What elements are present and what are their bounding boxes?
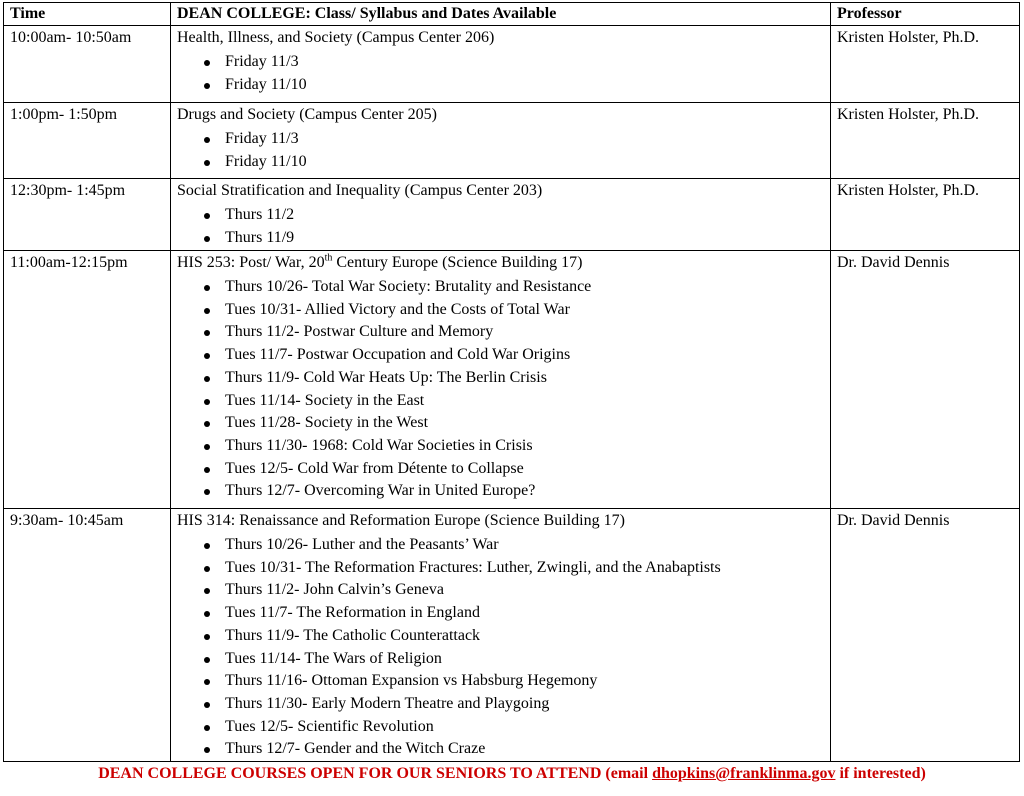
date-list — [177, 204, 824, 249]
date-item: Tues 11/28- Society in the West — [201, 412, 824, 435]
table-row — [4, 251, 1020, 509]
date-item: Tues 11/14- The Wars of Religion — [201, 648, 824, 671]
course-title: HIS 314: Renaissance and Reformation Europe (Science Building 17) — [177, 512, 625, 529]
date-item: Thurs 11/2- Postwar Culture and Memory — [201, 321, 824, 344]
header-class: DEAN COLLEGE: Class/ Syllabus and Dates Available — [171, 3, 831, 26]
date-item: Tues 11/7- Postwar Occupation and Cold War Origins — [201, 344, 824, 367]
date-item: Thurs 11/9- Cold War Heats Up: The Berlin Crisis — [201, 367, 824, 390]
course-title-part: HIS 253: Post/ War, 20 — [177, 254, 325, 271]
professor-cell: Dr. David Dennis — [831, 251, 1020, 509]
table-row — [4, 509, 1020, 762]
footer-notice — [0, 765, 1024, 783]
professor-cell: Kristen Holster, Ph.D. — [831, 179, 1020, 251]
date-item: Tues 12/5- Scientific Revolution — [201, 716, 824, 739]
date-item: Thurs 11/9 — [201, 227, 824, 250]
date-item: Tues 12/5- Cold War from Détente to Collapse — [201, 458, 824, 481]
professor-cell: Kristen Holster, Ph.D. — [831, 103, 1020, 179]
time-cell: 12:30pm- 1:45pm — [4, 179, 171, 251]
schedule-table — [3, 2, 1020, 762]
course-title: Health, Illness, and Society (Campus Center 206) — [177, 29, 495, 46]
class-cell — [171, 251, 831, 509]
professor-cell: Dr. David Dennis — [831, 509, 1020, 762]
email-link[interactable]: dhopkins@franklinma.gov — [652, 765, 836, 782]
header-time: Time — [4, 3, 171, 26]
date-item: Thurs 11/30- Early Modern Theatre and Playgoing — [201, 693, 824, 716]
date-item: Thurs 10/26- Total War Society: Brutality and Resistance — [201, 276, 824, 299]
date-item: Thurs 12/7- Overcoming War in United Europe? — [201, 480, 824, 503]
date-item: Thurs 11/16- Ottoman Expansion vs Habsburg Hegemony — [201, 670, 824, 693]
footer-text-end: if interested) — [835, 765, 926, 782]
date-item: Tues 10/31- The Reformation Fractures: Luther, Zwingli, and the Anabaptists — [201, 557, 824, 580]
date-item: Thurs 11/9- The Catholic Counterattack — [201, 625, 824, 648]
date-item: Thurs 11/30- 1968: Cold War Societies in Crisis — [201, 435, 824, 458]
footer-text: DEAN COLLEGE COURSES OPEN FOR OUR SENIORS TO ATTEND (email — [98, 765, 653, 782]
header-professor: Professor — [831, 3, 1020, 26]
class-cell — [171, 26, 831, 103]
date-list — [177, 276, 824, 503]
time-cell: 9:30am- 10:45am — [4, 509, 171, 762]
date-item: Friday 11/10 — [201, 74, 824, 97]
date-item: Friday 11/3 — [201, 51, 824, 74]
date-item: Thurs 11/2 — [201, 204, 824, 227]
date-item: Thurs 10/26- Luther and the Peasants’ War — [201, 534, 824, 557]
course-title: Drugs and Society (Campus Center 205) — [177, 106, 437, 123]
time-cell: 1:00pm- 1:50pm — [4, 103, 171, 179]
header-row — [4, 3, 1020, 26]
table-row — [4, 26, 1020, 103]
table-row — [4, 179, 1020, 251]
ordinal-suffix: th — [324, 252, 333, 264]
class-cell — [171, 509, 831, 762]
time-cell: 10:00am- 10:50am — [4, 26, 171, 103]
date-list — [177, 128, 824, 173]
date-item: Tues 11/14- Society in the East — [201, 390, 824, 413]
course-title — [177, 253, 824, 273]
professor-cell: Kristen Holster, Ph.D. — [831, 26, 1020, 103]
date-item: Thurs 11/2- John Calvin’s Geneva — [201, 579, 824, 602]
date-list — [177, 534, 824, 761]
class-cell — [171, 179, 831, 251]
class-cell — [171, 103, 831, 179]
course-title-part: Century Europe (Science Building 17) — [332, 254, 583, 271]
date-item: Tues 11/7- The Reformation in England — [201, 602, 824, 625]
date-list — [177, 51, 824, 96]
date-item: Tues 10/31- Allied Victory and the Costs of Total War — [201, 299, 824, 322]
date-item: Thurs 12/7- Gender and the Witch Craze — [201, 738, 824, 761]
date-item: Friday 11/10 — [201, 151, 824, 174]
time-cell: 11:00am-12:15pm — [4, 251, 171, 509]
table-row — [4, 103, 1020, 179]
date-item: Friday 11/3 — [201, 128, 824, 151]
course-title: Social Stratification and Inequality (Campus Center 203) — [177, 182, 543, 199]
